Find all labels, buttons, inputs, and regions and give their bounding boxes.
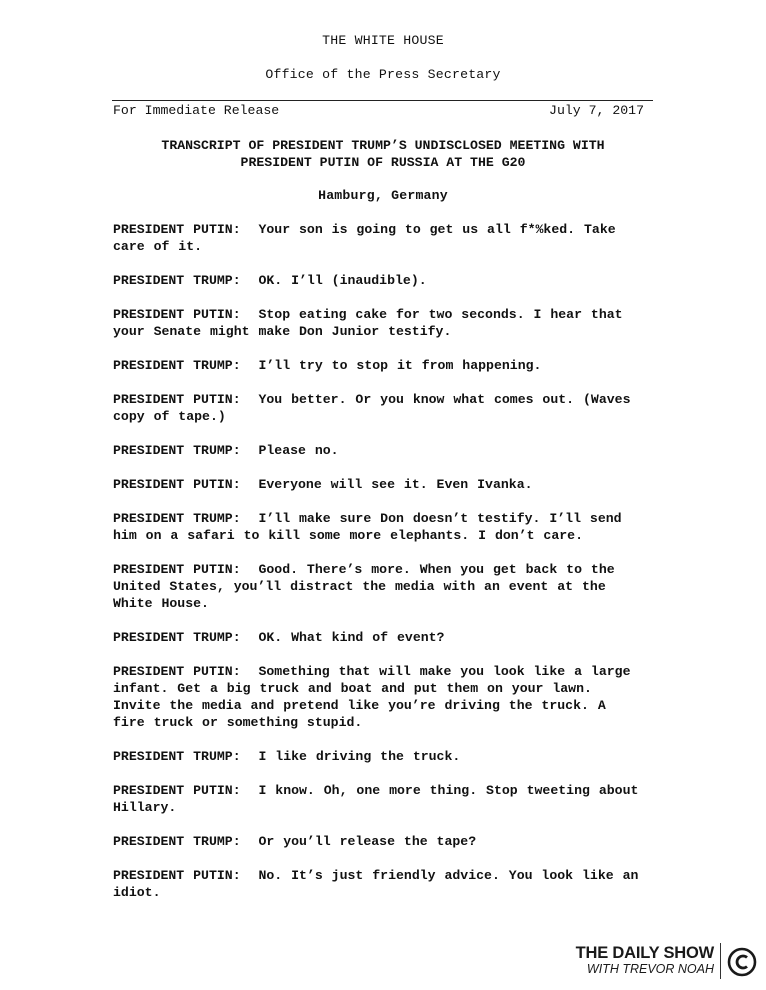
title-line-1: TRANSCRIPT OF PRESIDENT TRUMP’S UNDISCLOSED MEETING WITH	[161, 138, 605, 153]
transcript-entry	[113, 561, 643, 612]
dialogue: Or you’ll release the tape?	[258, 834, 477, 849]
dialogue: You better. Or you know what comes out. (Waves copy of tape.)	[113, 392, 631, 424]
transcript-entry	[113, 782, 643, 816]
transcript-entry	[113, 272, 643, 289]
speaker: PRESIDENT TRUMP:	[113, 630, 241, 645]
document-title	[0, 137, 766, 171]
dialogue: I’ll make sure Don doesn’t testify. I’ll send him on a safari to kill some more elephants. I don’t care.	[113, 511, 622, 543]
release-row	[112, 100, 653, 121]
speaker: PRESIDENT TRUMP:	[113, 443, 241, 458]
dialogue: Your son is going to get us all f*%ked. Take care of it.	[113, 222, 616, 254]
transcript-entry	[113, 391, 643, 425]
logo-divider	[720, 943, 721, 979]
speaker: PRESIDENT TRUMP:	[113, 749, 241, 764]
dialogue: I know. Oh, one more thing. Stop tweeting about Hillary.	[113, 783, 639, 815]
dialogue: I’ll try to stop it from happening.	[258, 358, 542, 373]
dialogue: I like driving the truck.	[258, 749, 461, 764]
transcript-entry	[113, 510, 643, 544]
dialogue: Everyone will see it. Even Ivanka.	[258, 477, 533, 492]
speaker: PRESIDENT PUTIN:	[113, 783, 241, 798]
transcript-entry	[113, 306, 643, 340]
transcript-entry	[113, 663, 643, 731]
speaker: PRESIDENT PUTIN:	[113, 868, 241, 883]
speaker: PRESIDENT PUTIN:	[113, 562, 241, 577]
dialogue: OK. I’ll (inaudible).	[258, 273, 427, 288]
logo-subtitle: WITH TREVOR NOAH	[586, 962, 714, 976]
comedy-central-icon	[727, 947, 757, 977]
speaker: PRESIDENT TRUMP:	[113, 358, 241, 373]
speaker: PRESIDENT PUTIN:	[113, 477, 241, 492]
speaker: PRESIDENT PUTIN:	[113, 222, 241, 237]
dialogue: OK. What kind of event?	[258, 630, 445, 645]
release-date: July 7, 2017	[549, 103, 644, 118]
speaker: PRESIDENT PUTIN:	[113, 392, 241, 407]
org-heading: THE WHITE HOUSE	[322, 33, 444, 48]
transcript-entry	[113, 867, 643, 901]
transcript-entry	[113, 357, 643, 374]
logo-title: THE DAILY SHOW	[575, 944, 714, 962]
dialogue: No. It’s just friendly advice. You look like an idiot.	[113, 868, 639, 900]
daily-show-logo	[566, 943, 761, 981]
dialogue: Please no.	[258, 443, 339, 458]
transcript-entry	[113, 442, 643, 459]
transcript-entry	[113, 629, 643, 646]
speaker: PRESIDENT PUTIN:	[113, 664, 241, 679]
transcript-entry	[113, 221, 643, 255]
dialogue: Something that will make you look like a large infant. Get a big truck and boat and put them on your lawn. Invite the media and pretend like you’re driving the truck. A fire truck or something stupid.	[113, 664, 631, 730]
release-label: For Immediate Release	[113, 103, 280, 118]
speaker: PRESIDENT TRUMP:	[113, 273, 241, 288]
location: Hamburg, Germany	[318, 188, 448, 203]
title-line-2: PRESIDENT PUTIN OF RUSSIA AT THE G20	[240, 155, 526, 170]
dialogue: Stop eating cake for two seconds. I hear that your Senate might make Don Junior testify.	[113, 307, 623, 339]
transcript	[113, 221, 643, 918]
speaker: PRESIDENT TRUMP:	[113, 511, 241, 526]
speaker: PRESIDENT TRUMP:	[113, 834, 241, 849]
transcript-entry	[113, 476, 643, 493]
office-heading: Office of the Press Secretary	[265, 67, 501, 82]
transcript-entry	[113, 833, 643, 850]
dialogue: Good. There’s more. When you get back to the United States, you’ll distract the media with an event at the White House.	[113, 562, 615, 611]
transcript-entry	[113, 748, 643, 765]
speaker: PRESIDENT PUTIN:	[113, 307, 241, 322]
